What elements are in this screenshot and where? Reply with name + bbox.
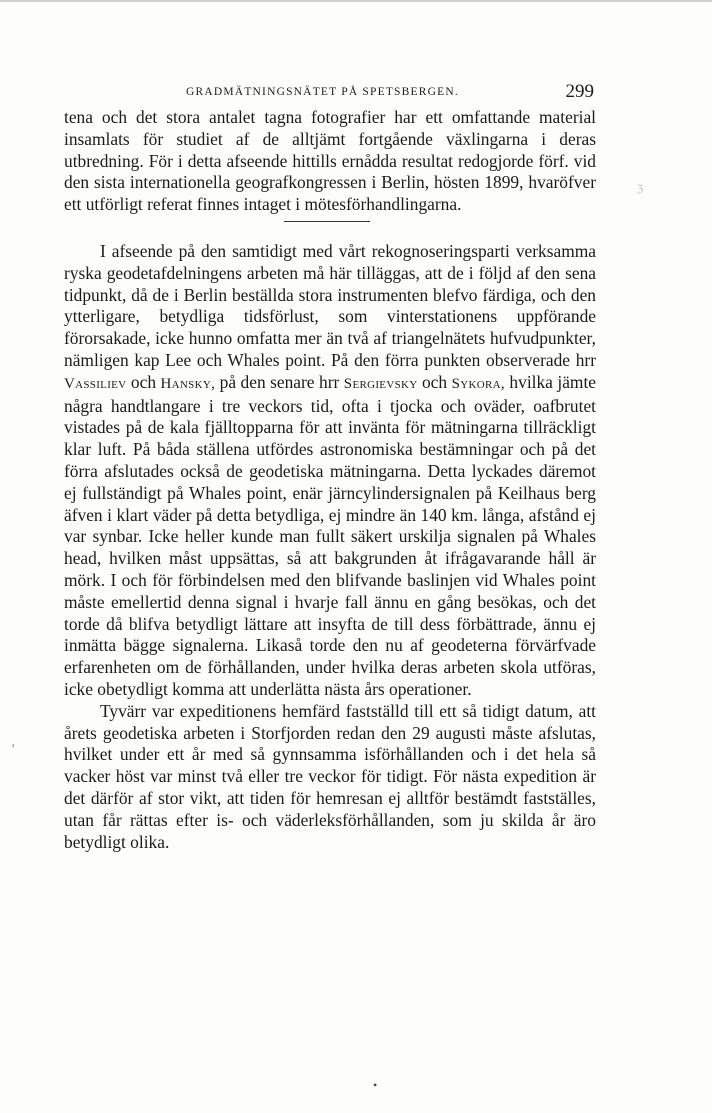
name-hansky: Hansky,	[160, 375, 216, 392]
section-gap	[64, 222, 596, 241]
paragraph-2-and-1: och	[130, 371, 157, 392]
paragraph-1: tena och det stora antalet tagna fotografier har ett omfattande material insamlats för studiet af de alltjämt fortgående växlingarna i deras utbredning. För i detta afseende hittills ernådda resultat redogjorde förf. vid den sista internationella geografkongressen i Berlin, hösten 1899, hvaröfver ett utförligt referat finnes intaget i mötesförhandlingarna.	[64, 107, 596, 215]
paragraph-2	[64, 241, 596, 701]
paragraph-2-part-2: på den senare hrr	[219, 371, 340, 392]
running-title: GRADMÄTNINGSNÄTET PÅ SPETSBERGEN.	[186, 86, 459, 98]
top-edge	[0, 0, 712, 2]
paragraph-2-and-2: och	[421, 371, 448, 392]
name-sergievsky: Sergievsky	[343, 375, 418, 392]
paragraph-2-part-3: hvilka jämte några handtlangare i tre veckors tid, ofta i tjocka och oväder, oafbrutet vistades på de kala fjälltopparna för att invänta för mätningarna tillräckligt klar luft. På båda ställena utfördes astronomiska bestämningar och på det förra afslutades också de geodetiska mätningarna. Detta lyckades däremot ej fullständigt på Whales point, enär järncylindersignalen på Keilhaus berg äfven i klart väder på detta betydliga, ej mindre än 140 km. långa, afstånd ej var synbar. Icke heller kunde man fullt säkert urskilja signalen på Whales head, hvilken måst uppsättas, så att bakgrunden åt ifrågavarande håll är mörk. I och för förbindelsen med den blifvande baslinjen vid Whales point måste emellertid denna signal i hvarje fall ännu en gång besökas, och det torde då blifva betydligt lättare att insyfta de till dess förbättrade, ännu ej inmätta bägge signalerna. Likaså torde den nu af geodeterna förvärfvade erfarenheten om de förhållanden, under hvilka deras arbeten skola utföras, icke obetydligt komma att underlätta nästa års operationer.	[64, 371, 597, 699]
left-margin-mark: ′	[12, 741, 15, 755]
bottom-dot-mark: •	[373, 1078, 378, 1092]
page-header	[64, 81, 598, 106]
paragraph-2-part-1: I afseende på den samtidigt med vårt rekognoseringsparti verksamma ryska geodetafdelningens arbeten må här tilläggas, att de i följd af den sena tidpunkt, då de i Berlin beställda stora instrumenten blefvo färdiga, och den ytterligare, betydliga tidsförlust, som vinterstationens uppförande förorsakade, icke hunno omfatta mer än två af triangelnätets hufvudpunkter, nämligen kap Lee och Whales point. På den förra punkten observerade hrr	[64, 240, 596, 370]
paragraph-3: Tyvärr var expeditionens hemfärd fastställd till ett så tidigt datum, att årets geodetiska arbeten i Storfjorden redan den 29 augusti måste afslutas, hvilket under ett år med så gynnsamma isförhållanden och i det hela så vacker höst var minst två eller tre veckor för tidigt. För nästa expedition är det därför af stor vikt, att tiden för hemresan ej alltför bestämdt fastställes, utan får rättas efter is- och väderleksförhållanden, som ju skilda år äro betydligt olika.	[64, 700, 596, 852]
page-number: 299	[565, 81, 594, 102]
body-text	[64, 107, 596, 853]
name-vassiliev: Vassiliev	[64, 375, 127, 392]
right-margin-mark: ℨ	[637, 184, 644, 195]
name-sykora: Sykora,	[451, 375, 505, 392]
